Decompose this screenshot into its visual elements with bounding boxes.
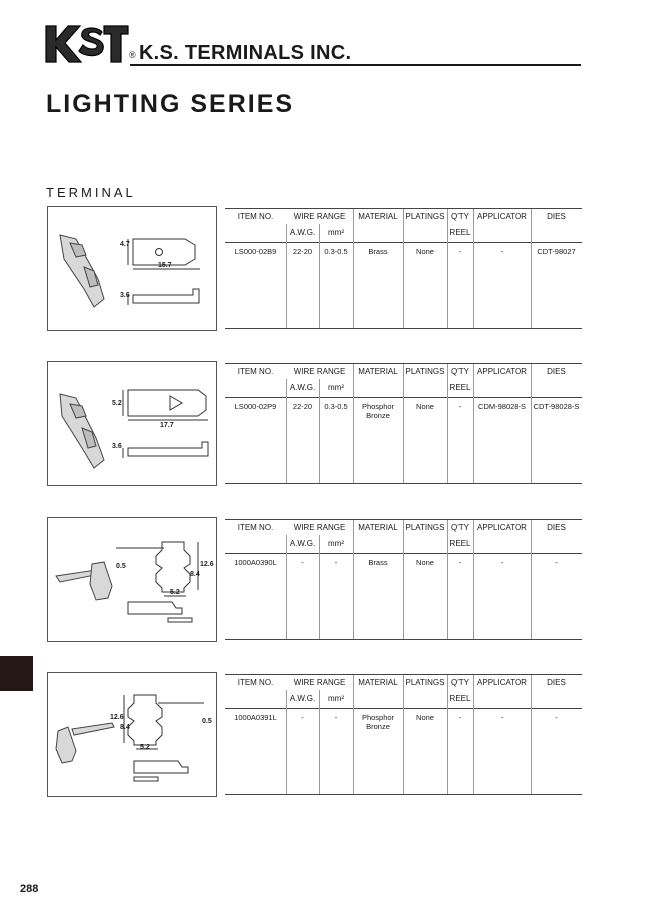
section-label: TERMINAL — [46, 185, 136, 200]
awg-value: 22-20 — [292, 402, 313, 411]
col-platings: PLATINGS — [405, 212, 445, 221]
dim-label: 5.2 — [112, 400, 122, 407]
col-item-no: ITEM NO. — [237, 367, 274, 376]
mm2-value: 0.3-0.5 — [324, 247, 348, 256]
col-qty: Q'TY — [451, 212, 469, 221]
terminal-diagram-4 — [47, 672, 217, 797]
col-awg: A.W.G. — [289, 383, 316, 392]
material-value-line-2: Bronze — [366, 722, 390, 731]
awg-value: - — [301, 558, 304, 567]
material-value: Brass — [368, 247, 388, 256]
col-mm2: mm² — [328, 383, 344, 392]
col-platings: PLATINGS — [405, 523, 445, 532]
col-material: MATERIAL — [358, 523, 398, 532]
platings-value: None — [416, 713, 434, 722]
dim-label: 8.4 — [120, 724, 130, 731]
col-reel: REEL — [449, 539, 471, 548]
col-reel: REEL — [449, 228, 471, 237]
col-dies: DIES — [547, 212, 566, 221]
applicator-value: - — [500, 247, 504, 256]
col-wire-range: WIRE RANGE — [293, 678, 346, 687]
col-material: MATERIAL — [358, 367, 398, 376]
registered-mark: ® — [129, 50, 136, 60]
table-bottom-rule — [225, 328, 582, 329]
product-table-3 — [225, 517, 582, 640]
dies-value: CDT-98027 — [537, 247, 576, 256]
col-mm2: mm² — [328, 228, 344, 237]
awg-value: 22-20 — [292, 247, 313, 256]
dim-label: 0.5 — [202, 718, 212, 725]
qty-value: - — [458, 558, 462, 567]
item-no: LS000-02P9 — [234, 402, 277, 411]
col-wire-range: WIRE RANGE — [293, 212, 346, 221]
material-value-line-1: Phosphor — [361, 713, 395, 722]
col-dies: DIES — [547, 678, 566, 687]
dim-label: 12.6 — [200, 561, 214, 568]
qty-value: - — [458, 402, 462, 411]
mm2-value: - — [334, 558, 338, 567]
dim-label: 0.5 — [116, 563, 126, 570]
col-reel: REEL — [449, 383, 471, 392]
item-no: 1000A0391L — [234, 713, 277, 722]
col-material: MATERIAL — [358, 678, 398, 687]
product-table-2 — [225, 361, 582, 484]
side-tab — [0, 656, 33, 691]
col-qty: Q'TY — [451, 367, 469, 376]
table-bottom-rule — [225, 639, 582, 640]
dim-label: 17.7 — [160, 422, 174, 429]
product-table-1 — [225, 206, 582, 329]
mm2-value: 0.3-0.5 — [324, 402, 348, 411]
qty-value: - — [458, 713, 462, 722]
page-number: 288 — [20, 883, 39, 895]
col-mm2: mm² — [328, 539, 344, 548]
col-applicator: APPLICATOR — [477, 212, 527, 221]
col-dies: DIES — [547, 367, 566, 376]
dim-label: 5.2 — [170, 589, 180, 596]
awg-value: - — [301, 713, 304, 722]
terminal-diagram-1 — [47, 206, 217, 331]
dies-value: - — [555, 558, 558, 567]
platings-value: None — [416, 247, 434, 256]
table-bottom-rule — [225, 483, 582, 484]
kst-logo — [44, 22, 130, 66]
company-name — [129, 42, 351, 65]
dim-label: 12.6 — [110, 714, 124, 721]
col-wire-range: WIRE RANGE — [293, 367, 346, 376]
qty-value: - — [458, 247, 462, 256]
item-no: LS000-02B9 — [234, 247, 277, 256]
col-item-no: ITEM NO. — [237, 523, 274, 532]
col-platings: PLATINGS — [405, 367, 445, 376]
terminal-diagram-2 — [47, 361, 217, 486]
mm2-value: - — [334, 713, 338, 722]
col-mm2: mm² — [328, 694, 344, 703]
applicator-value: CDM-98028-S — [478, 402, 526, 411]
dim-label: 8.4 — [190, 571, 200, 578]
header-rule — [130, 64, 581, 66]
col-qty: Q'TY — [451, 678, 469, 687]
dies-value: CDT-98028-S — [533, 402, 580, 411]
company-name-text: K.S. TERMINALS INC. — [138, 42, 352, 64]
col-awg: A.W.G. — [289, 228, 316, 237]
col-awg: A.W.G. — [289, 539, 316, 548]
series-title: LIGHTING SERIES — [46, 90, 295, 118]
item-no: 1000A0390L — [234, 558, 277, 567]
dies-value: - — [555, 713, 558, 722]
material-value-line-1: Phosphor — [361, 402, 395, 411]
applicator-value: - — [500, 558, 504, 567]
material-value: Brass — [368, 558, 388, 567]
col-awg: A.W.G. — [289, 694, 316, 703]
col-item-no: ITEM NO. — [237, 678, 274, 687]
col-applicator: APPLICATOR — [477, 523, 527, 532]
col-reel: REEL — [449, 694, 471, 703]
col-applicator: APPLICATOR — [477, 678, 527, 687]
col-material: MATERIAL — [358, 212, 398, 221]
terminal-diagram-3 — [47, 517, 217, 642]
table-bottom-rule — [225, 794, 582, 795]
col-platings: PLATINGS — [405, 678, 445, 687]
material-value-line-2: Bronze — [366, 411, 390, 420]
platings-value: None — [416, 402, 434, 411]
product-table-4 — [225, 672, 582, 795]
col-applicator: APPLICATOR — [477, 367, 527, 376]
col-wire-range: WIRE RANGE — [293, 523, 346, 532]
dim-label: 4.7 — [120, 241, 130, 248]
dim-label: 3.6 — [112, 443, 122, 450]
dim-label: 15.7 — [158, 262, 172, 269]
applicator-value: - — [500, 713, 504, 722]
col-dies: DIES — [547, 523, 566, 532]
dim-label: 5.2 — [140, 744, 150, 751]
platings-value: None — [416, 558, 434, 567]
dim-label: 3.6 — [120, 292, 130, 299]
col-qty: Q'TY — [451, 523, 469, 532]
col-item-no: ITEM NO. — [237, 212, 274, 221]
